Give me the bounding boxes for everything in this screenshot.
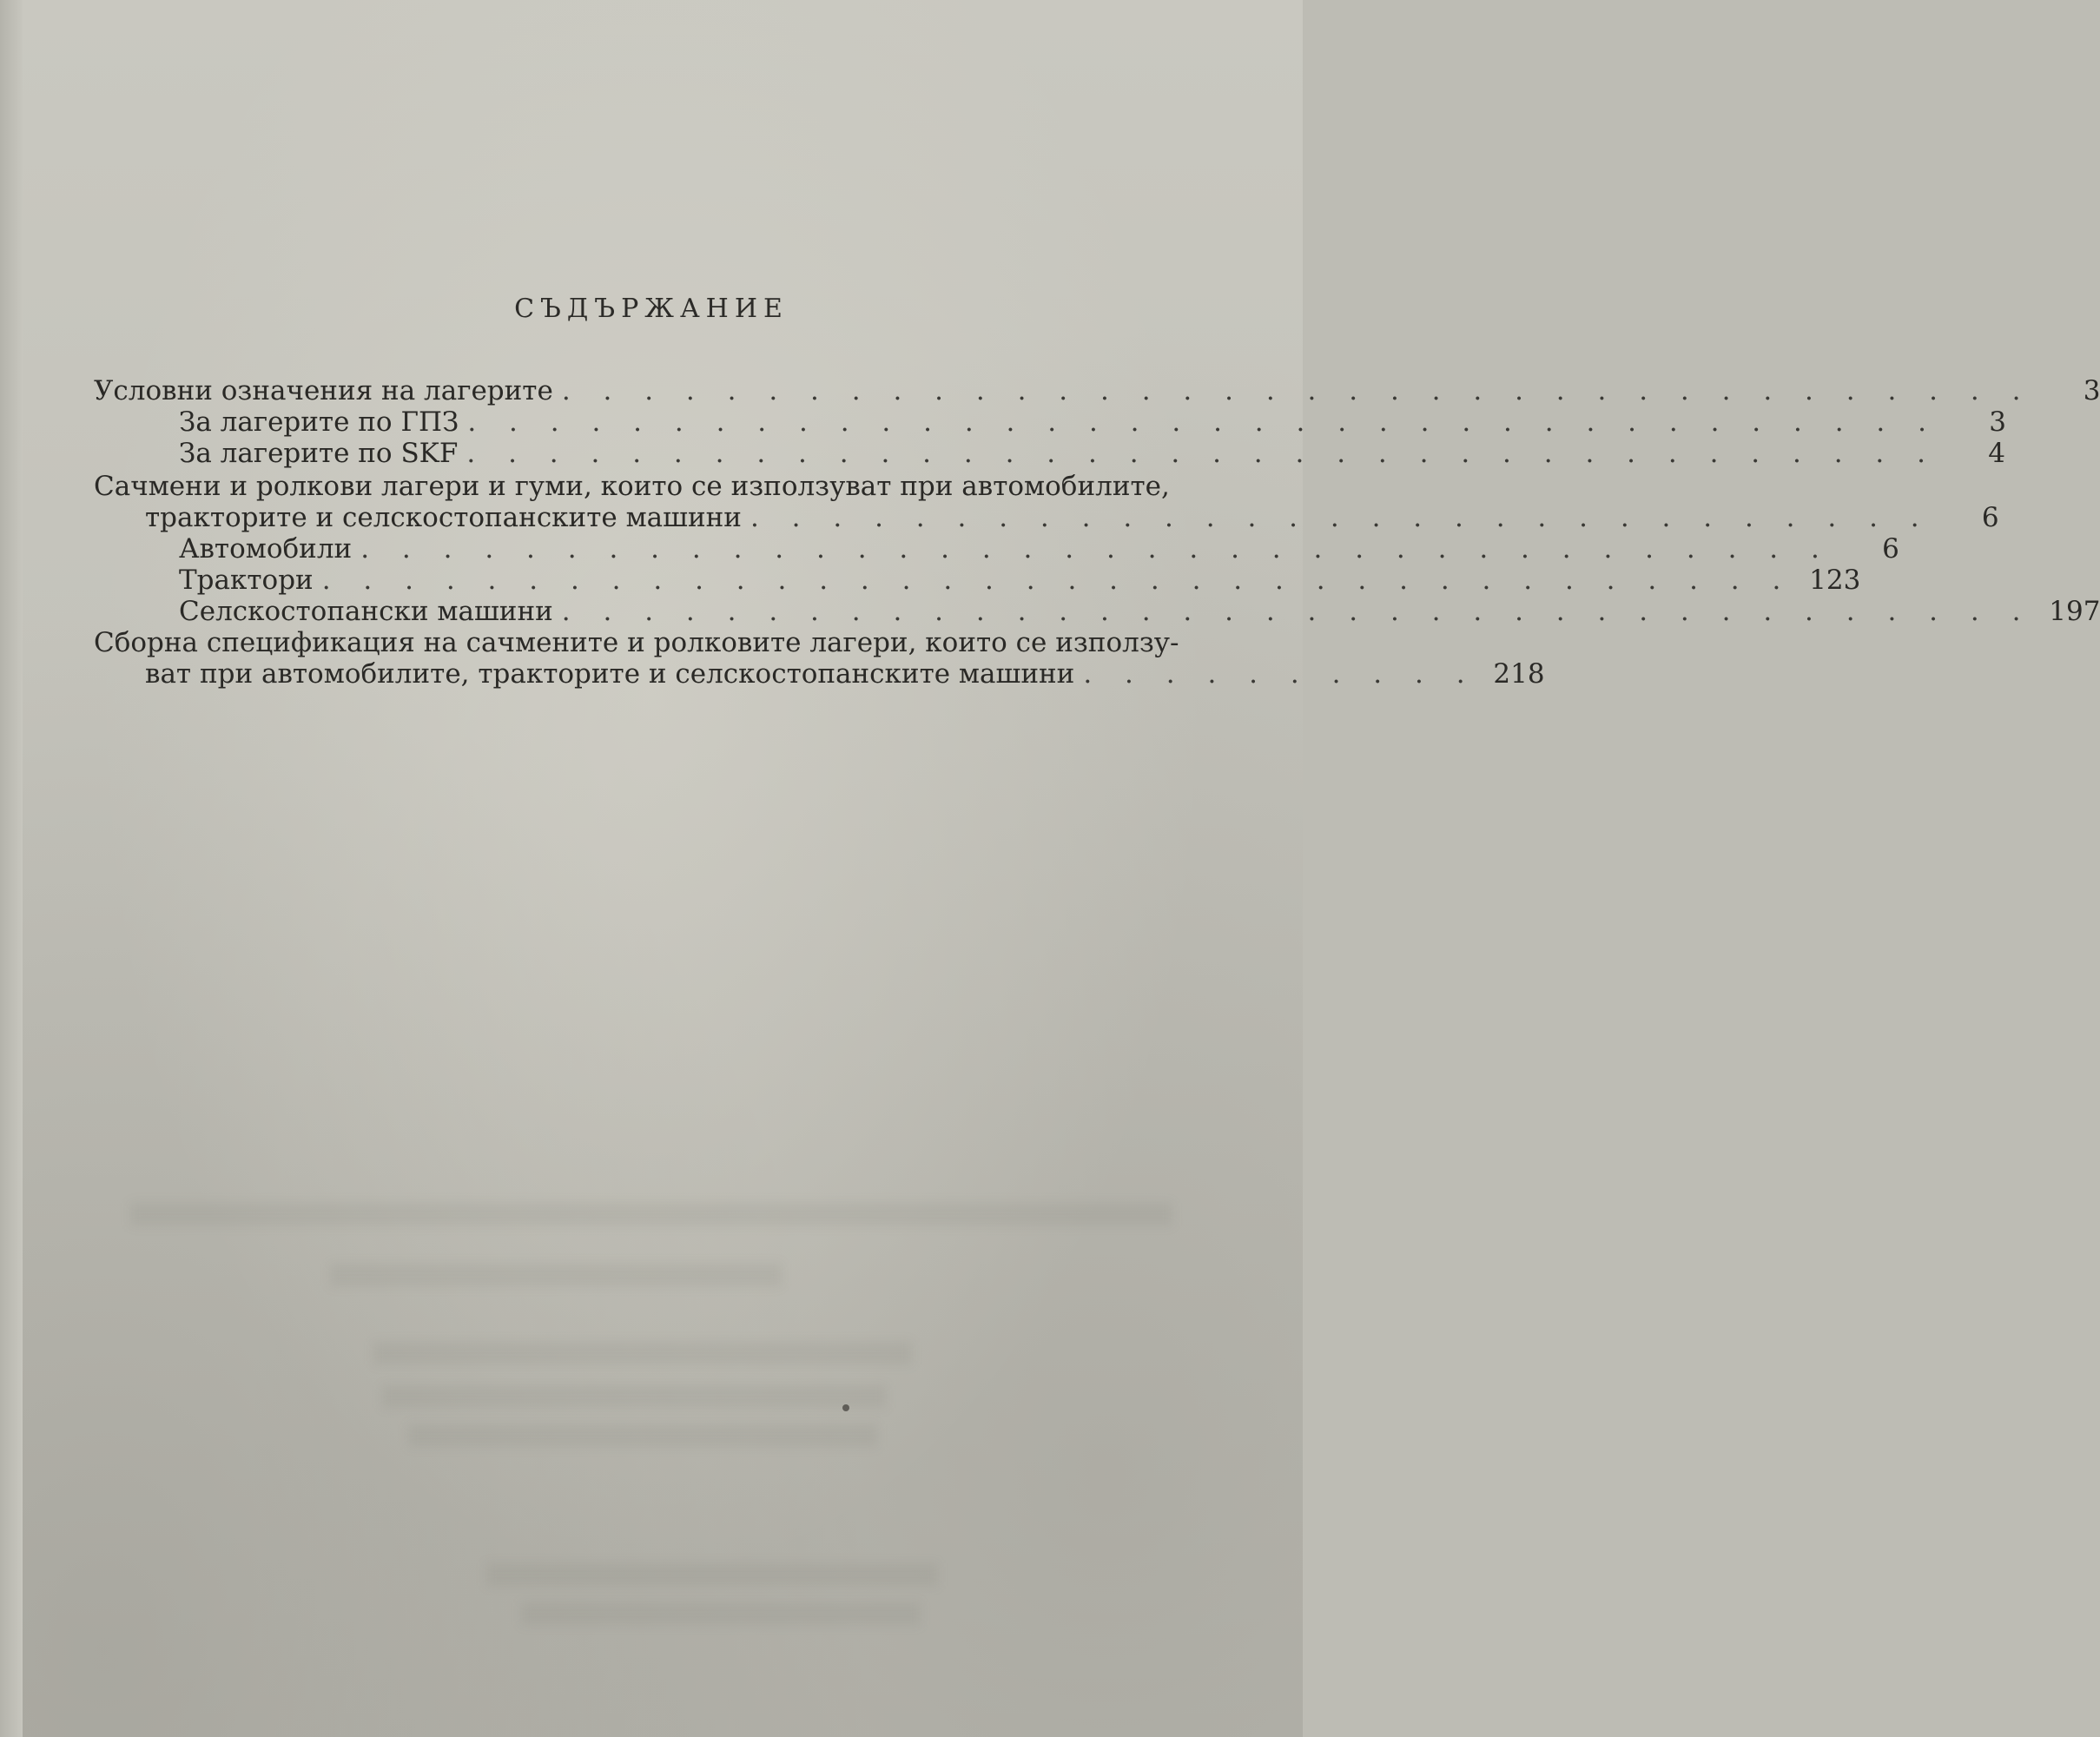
toc-page-number: 6 [1981,502,1999,533]
bleed-through-line [130,1203,1172,1225]
toc-page-number: 123 [1809,565,1861,596]
table-of-contents [94,375,2100,690]
page-title: СЪДЪРЖАНИЕ [514,294,789,324]
dot-leader: . . . . . . . . . . . . . . . . . . . . . . . . . . . . . . . . . . . . [561,596,2033,627]
bleed-through-line [486,1563,938,1586]
toc-entry[interactable] [94,596,2100,627]
toc-entry-title: За лагерите по SKF [179,438,459,469]
dot-leader: . . . . . . . . . . . . . . . . . . . . . . . . . . . . . . . . . . . . [466,438,1938,469]
page-edge [0,0,23,1737]
toc-page-number: 3 [2083,375,2100,406]
toc-entry-first-line[interactable] [94,471,1205,502]
toc-entry-title-continued: ват при автомобилите, тракторите и селскостопанските машини [145,658,1075,690]
toc-entry[interactable] [94,502,1999,533]
toc-page-number: 218 [1493,658,1545,690]
toc-page-number: 6 [1882,533,1899,565]
toc-entry[interactable] [94,658,1545,690]
toc-entry[interactable] [94,565,1861,596]
dot-leader: . . . . . . . . . . . . . . . . . . . . . . . . . . . . . . . . . . . . [360,533,1832,565]
toc-entry-title: Селскостопански машини [179,596,553,627]
toc-entry-title: Условни означения на лагерите [94,375,553,406]
dot-leader: . . . . . . . . . . . . . . . . . . . . . . . . . . . . . . . . . . . . [561,375,2033,406]
toc-page-number: 4 [1988,438,2005,469]
toc-page-number: 3 [1989,406,2006,438]
toc-page-number: 197 [2049,596,2100,627]
bleed-through-line [382,1385,886,1408]
dot-leader: . . . . . . . . . . [1083,658,1477,690]
dot-leader: . . . . . . . . . . . . . . . . . . . . . . . . . . . . . . . . . . . . [467,406,1938,438]
toc-entry-title: Трактори [179,565,314,596]
toc-entry-first-line[interactable] [94,627,1205,658]
bleed-through-line [521,1602,921,1625]
toc-entry-title: Автомобили [179,533,353,565]
bleed-through-line [373,1342,912,1364]
toc-entry[interactable] [94,406,2006,438]
dot-leader: . . . . . . . . . . . . . . . . . . . . . . . . . . . . . . . . . . . . [321,565,1793,596]
toc-entry-title: Сборна спецификация на сачмените и ролковите лагери, които се използу- [94,627,1179,658]
bleed-through-line [330,1264,782,1286]
ink-speck [842,1404,849,1411]
toc-entry-title-continued: тракторите и селскостопанските машини [145,502,742,533]
dot-leader: . . . . . . . . . . . . . . . . . . . . . . . . . . . . . [750,502,1932,533]
toc-entry-title: За лагерите по ГПЗ [179,406,459,438]
toc-entry[interactable] [94,438,2005,469]
toc-entry[interactable] [94,375,2100,406]
toc-entry[interactable] [94,533,1899,565]
toc-entry-title: Сачмени и ролкови лагери и гуми, които се използуват при автомобилите, [94,471,1170,502]
bleed-through-line [408,1424,877,1447]
